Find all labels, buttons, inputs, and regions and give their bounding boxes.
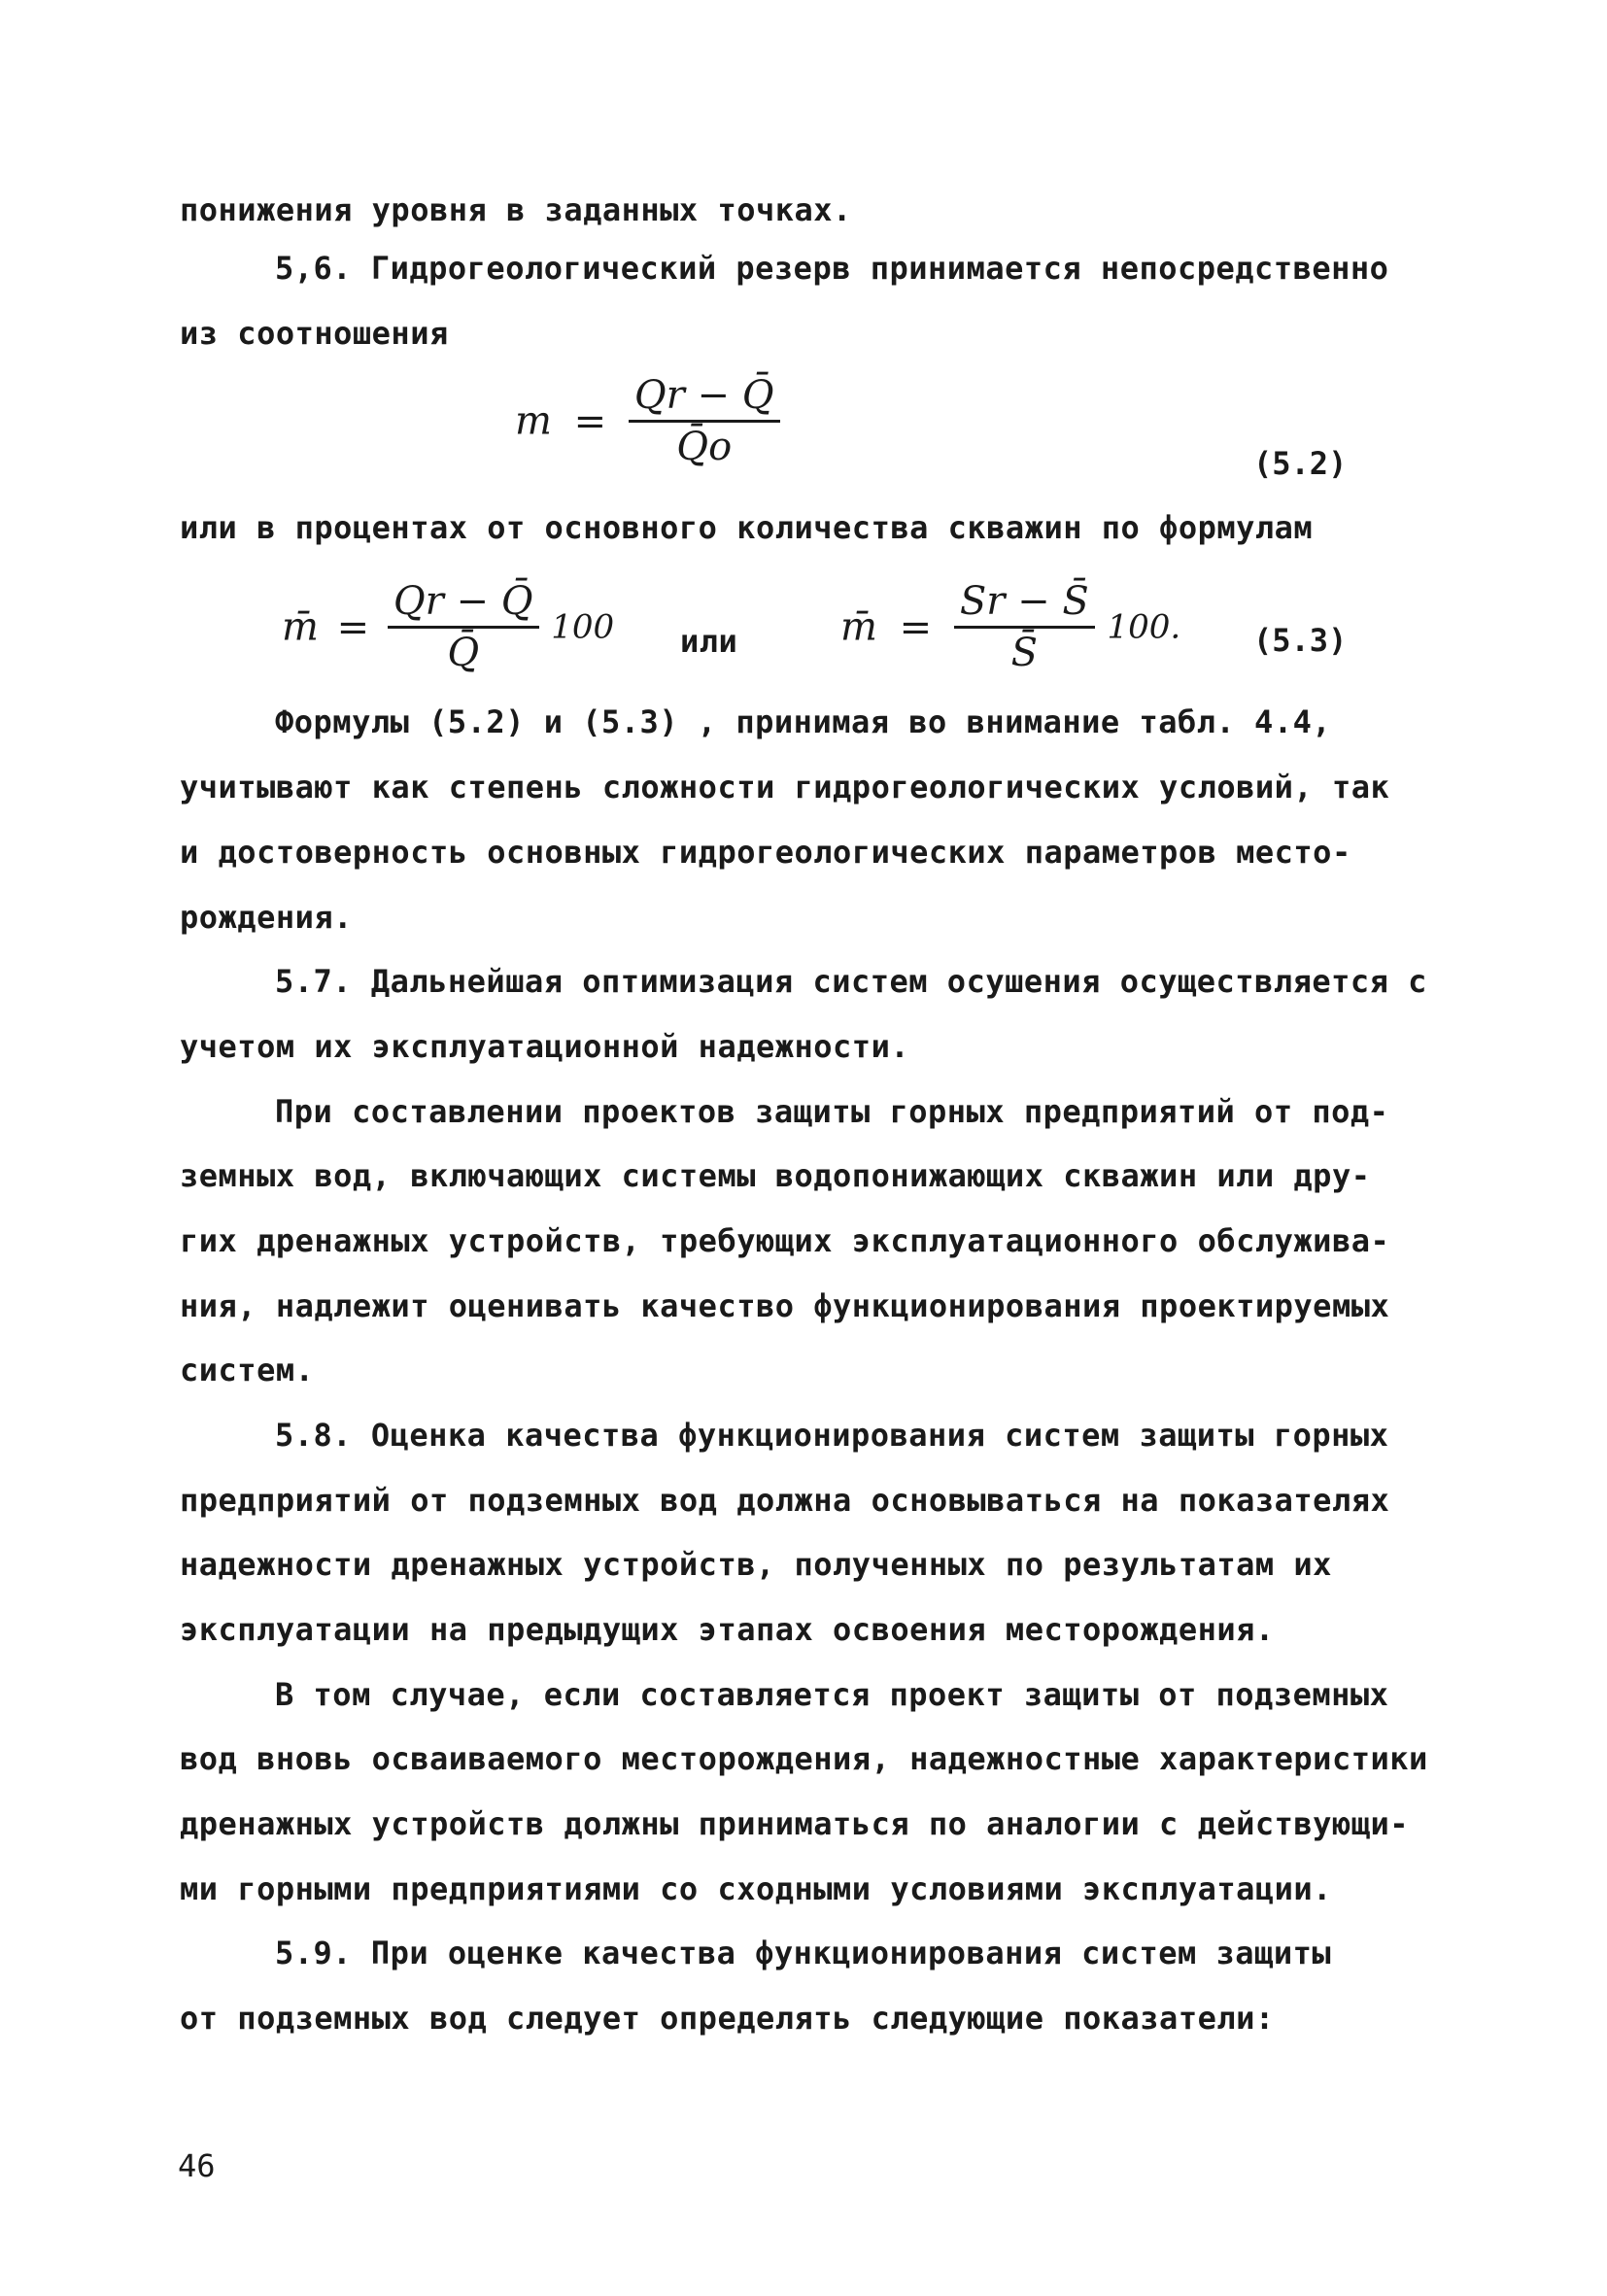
text-line: рождения. [180, 899, 353, 936]
text-line: предприятий от подземных вод должна основываться на показателях [180, 1482, 1390, 1519]
text-line: и достоверность основных гидрогеологических параметров место- [180, 834, 1351, 871]
equation-5-3-b [840, 579, 1180, 675]
eq-fraction [954, 579, 1095, 675]
text-line: понижения уровня в заданных точках. [180, 191, 852, 228]
text-line: При составлении проектов защиты горных предприятий от под- [275, 1093, 1389, 1130]
eq-operator: = [573, 398, 607, 444]
eq-operator: = [336, 604, 370, 650]
eq-lhs: m̄ [840, 604, 877, 650]
text-line: от подземных вод следует определять следующие показатели: [180, 2000, 1275, 2037]
equation-number: (5.2) [1253, 445, 1348, 482]
equation-5-3-a [282, 579, 614, 675]
text-line: эксплуатации на предыдущих этапах освоения месторождения. [180, 1611, 1275, 1648]
eq-numerator: Sr − S̄ [954, 579, 1095, 629]
text-line: вод вновь осваиваемого месторождения, надежностные характеристики [180, 1740, 1428, 1777]
text-line: ния, надлежит оценивать качество функционирования проектируемых [180, 1287, 1390, 1324]
text-line: гих дренажных устройств, требующих эксплуатационного обслужива- [180, 1222, 1390, 1259]
text-line: 5.8. Оценка качества функционирования систем защиты горных [275, 1417, 1389, 1454]
text-line: или в процентах от основного количества скважин по формулам [180, 509, 1314, 546]
eq-numerator: Qr − Q̄ [629, 373, 780, 423]
text-line: учитывают как степень сложности гидрогеологических условий, так [180, 769, 1390, 805]
text-line: надежности дренажных устройств, полученных по результатам их [180, 1546, 1332, 1583]
equation-5-2 [515, 373, 780, 469]
text-line: 5.7. Дальнейшая оптимизация систем осушения осуществляется с [275, 963, 1427, 1000]
text-line: Формулы (5.2) и (5.3) , принимая во внимание табл. 4.4, [275, 703, 1332, 740]
equation-number: (5.3) [1253, 622, 1348, 659]
eq-denominator: S̄ [1010, 631, 1039, 675]
eq-lhs: m̄ [282, 604, 319, 650]
eq-fraction [388, 579, 539, 675]
page-number: 46 [178, 2147, 216, 2184]
eq-lhs: m [515, 398, 552, 444]
text-line: из соотношения [180, 315, 449, 352]
text-line: земных вод, включающих системы водопонижающих скважин или дру- [180, 1157, 1371, 1194]
text-line: 5,6. Гидрогеологический резерв принимается непосредственно [275, 250, 1389, 287]
eq-multiplier: 100. [1107, 607, 1181, 647]
eq-operator: = [899, 604, 933, 650]
eq-multiplier: 100 [551, 607, 615, 647]
eq-conjunction: или [680, 623, 738, 660]
text-line: дренажных устройств должны приниматься по аналогии с действующи- [180, 1805, 1409, 1842]
eq-numerator: Qr − Q̄ [388, 579, 539, 629]
text-line: систем. [180, 1352, 315, 1388]
eq-denominator: Q̄ [447, 631, 480, 675]
text-line: ми горными предприятиями со сходными условиями эксплуатации. [180, 1870, 1332, 1907]
eq-fraction [629, 373, 780, 469]
text-line: учетом их эксплуатационной надежности. [180, 1028, 910, 1065]
text-line: 5.9. При оценке качества функционирования систем защиты [275, 1935, 1332, 1971]
text-line: В том случае, если составляется проект защиты от подземных [275, 1676, 1389, 1713]
eq-denominator: Q̄o [676, 425, 733, 469]
